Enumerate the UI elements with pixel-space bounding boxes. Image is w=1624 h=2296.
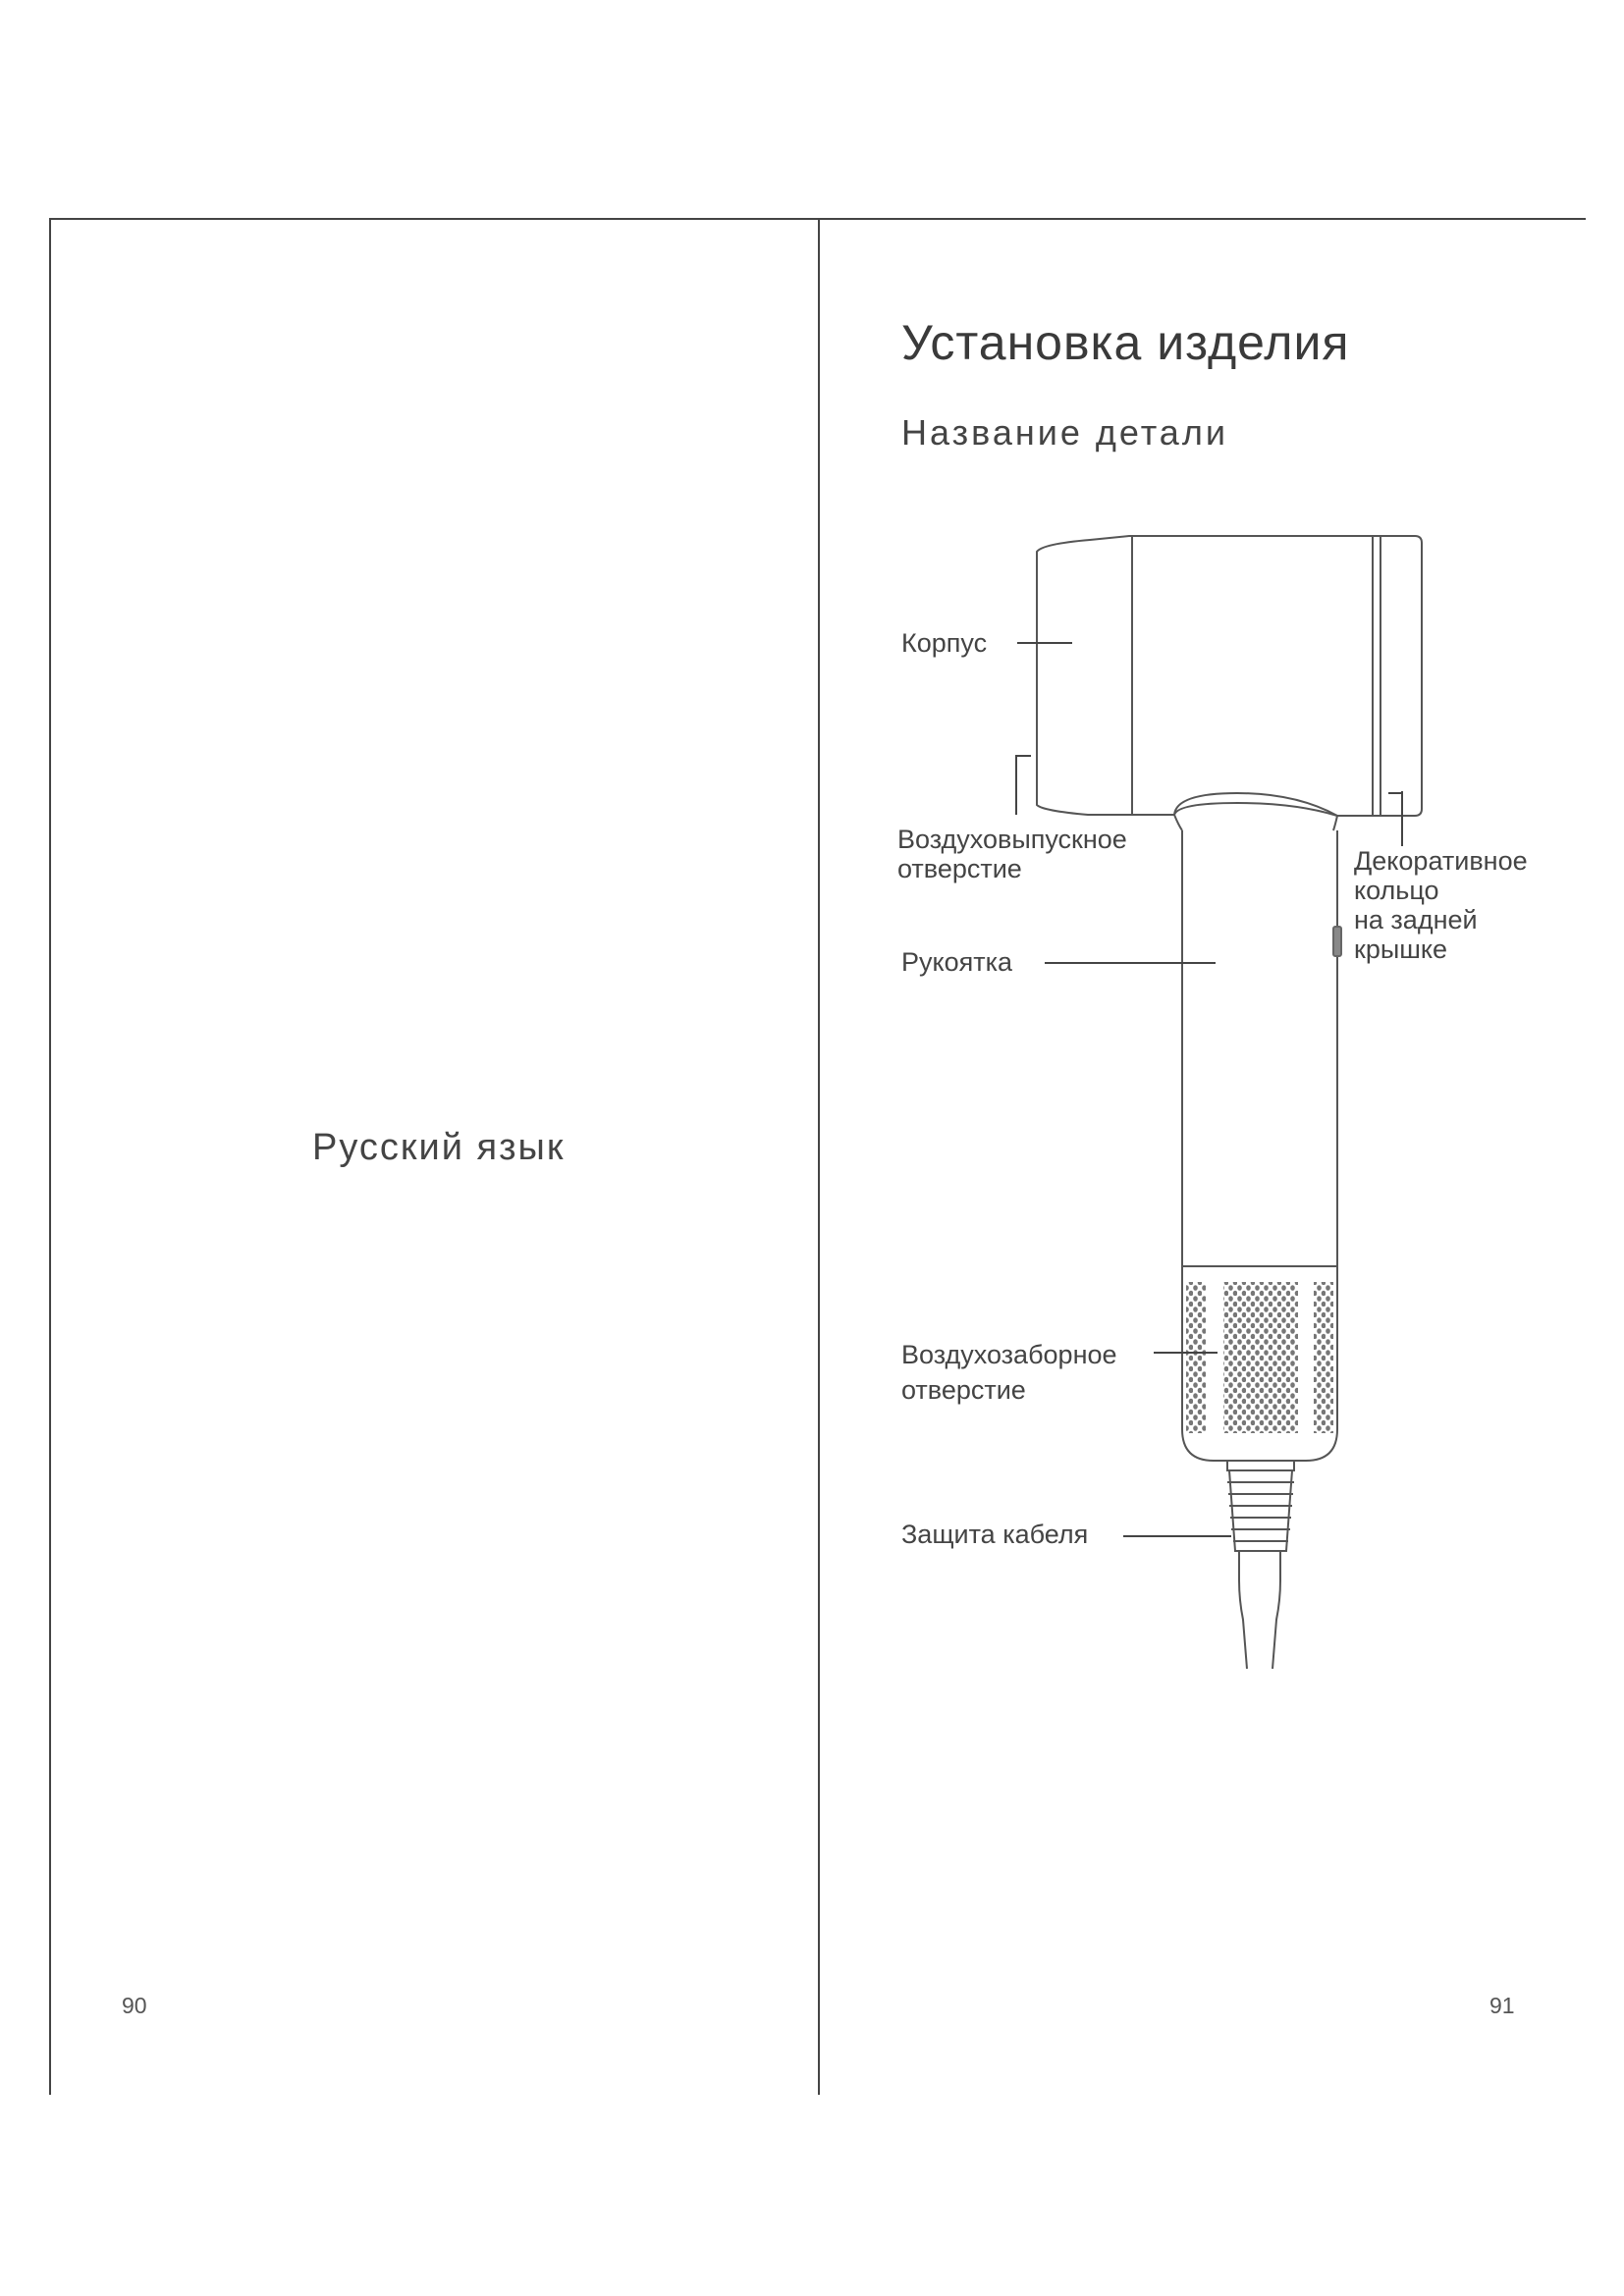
callout-decor-ring bbox=[1354, 846, 1528, 964]
callout-body: Корпус bbox=[901, 628, 988, 658]
page-number-left: 90 bbox=[122, 1993, 147, 2018]
dryer-head bbox=[1037, 536, 1422, 816]
page-number-right: 91 bbox=[1489, 1993, 1515, 2018]
page-title: Установка изделия bbox=[901, 315, 1350, 370]
callout-decor-ring-line4: крышке bbox=[1354, 934, 1448, 964]
language-label: Русский язык bbox=[312, 1127, 566, 1168]
leader-air-outlet bbox=[1016, 756, 1031, 815]
callout-decor-ring-line3: на задней bbox=[1354, 905, 1478, 934]
callout-air-outlet bbox=[897, 825, 1127, 883]
callout-air-outlet-line2: отверстие bbox=[897, 854, 1022, 883]
callout-air-inlet-line2: отверстие bbox=[901, 1375, 1026, 1405]
intake-mesh-center bbox=[1223, 1282, 1298, 1433]
callout-air-outlet-line1: Воздуховыпускное bbox=[897, 825, 1127, 854]
callout-air-inlet bbox=[901, 1337, 1117, 1408]
cable-guard bbox=[1227, 1461, 1294, 1470]
callout-cable-guard: Защита кабеля bbox=[901, 1520, 1089, 1549]
side-button bbox=[1333, 927, 1341, 956]
callout-air-inlet-line1: Воздухозаборное bbox=[901, 1340, 1117, 1369]
section-subtitle: Название детали bbox=[901, 412, 1228, 453]
intake-mesh-right bbox=[1314, 1282, 1333, 1433]
callout-handle: Рукоятка bbox=[901, 947, 1013, 977]
callout-decor-ring-line1: Декоративное bbox=[1354, 846, 1528, 876]
intake-mesh-left bbox=[1186, 1282, 1206, 1433]
power-cable bbox=[1239, 1551, 1247, 1669]
callout-decor-ring-line2: кольцо bbox=[1354, 876, 1439, 905]
